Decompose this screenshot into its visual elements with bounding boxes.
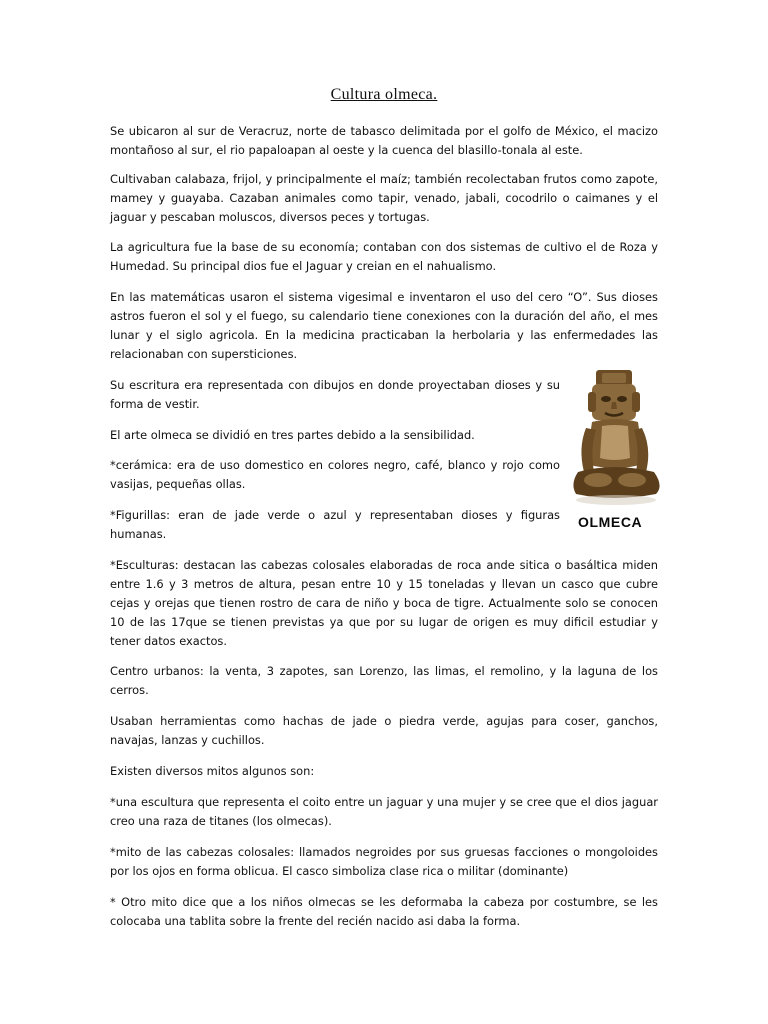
paragraph-ceramics: *cerámica: era de uso domestico en colores negro, café, blanco y rojo como vasijas, pequeñas ollas. — [110, 458, 560, 491]
paragraph-urban-centers: Centro urbanos: la venta, 3 zapotes, san Lorenzo, las limas, el remolino, y la laguna de los cerros. — [110, 664, 658, 697]
olmec-figurine-image — [572, 368, 672, 532]
page-title: Cultura olmeca. — [330, 86, 438, 103]
paragraph-writing: Su escritura era representada con dibujos en donde proyectaban dioses y su forma de vestir. — [110, 378, 560, 411]
figure-caption: OLMECA — [578, 514, 643, 530]
paragraph-location: Se ubicaron al sur de Veracruz, norte de tabasco delimitada por el golfo de México, el macizo montañoso al sur, el rio papaloapan al oeste y la cuenca del blasillo-tonala al este. — [110, 124, 658, 157]
paragraph-myth-heads: *mito de las cabezas colosales: llamados negroides por sus gruesas facciones o mongoloides por los ojos en forma oblicua. El casco simboliza clase rica o militar (dominante) — [110, 845, 658, 878]
paragraph-myth-jaguar: *una escultura que representa el coito entre un jaguar y una mujer y se cree que el dios jaguar creo una raza de titanes (los olmecas). — [110, 795, 658, 828]
paragraph-tools: Usaban herramientas como hachas de jade o piedra verde, agujas para coser, ganchos, navajas, lanzas y cuchillos. — [110, 714, 658, 747]
paragraph-sculptures: *Esculturas: destacan las cabezas colosales elaboradas de roca ande sitica o basáltica miden entre 1.6 y 3 metros de altura, pesan entre 10 y 15 toneladas y llevan un casco que cubre cejas y orejas que tienen rostro de cara de niño y boca de tigre. Actualmente solo se conocen 10 de las 17que se tienen previstas ya que por su lugar de origen es muy dificil estudiar y tener datos exactos. — [110, 558, 658, 648]
paragraph-mathematics: En las matemáticas usaron el sistema vigesimal e inventaron el uso del cero “O”. Sus dioses astros fueron el sol y el fuego, su calendario tiene conexiones con la duración del año, el mes lunar y el siglo agricola. En la medicina practicaban la herbolaria y las enfermedades las relacionaban con supersticiones. — [110, 290, 658, 361]
paragraph-art: El arte olmeca se dividió en tres partes debido a la sensibilidad. — [110, 428, 475, 442]
olmec-figurine-icon — [572, 368, 672, 514]
paragraph-economy: La agricultura fue la base de su economía; contaban con dos sistemas de cultivo el de Roza y Humedad. Su principal dios fue el Jaguar y creian en el nahualismo. — [110, 240, 658, 273]
paragraph-myth-children: * Otro mito dice que a los niños olmecas se les deformaba la cabeza por costumbre, se les colocaba una tablita sobre la frente del recién nacido asi daba la forma. — [110, 895, 658, 928]
paragraph-figurines: *Figurillas: eran de jade verde o azul y representaban dioses y figuras humanas. — [110, 508, 560, 541]
paragraph-myths-intro: Existen diversos mitos algunos son: — [110, 764, 315, 778]
paragraph-agriculture-hunting: Cultivaban calabaza, frijol, y principalmente el maíz; también recolectaban frutos como zapote, mamey y guayaba. Cazaban animales como tapir, venado, jabali, cocodrilo o caimanes y el jaguar y pescaban moluscos, diversos peces y tortugas. — [110, 172, 658, 224]
